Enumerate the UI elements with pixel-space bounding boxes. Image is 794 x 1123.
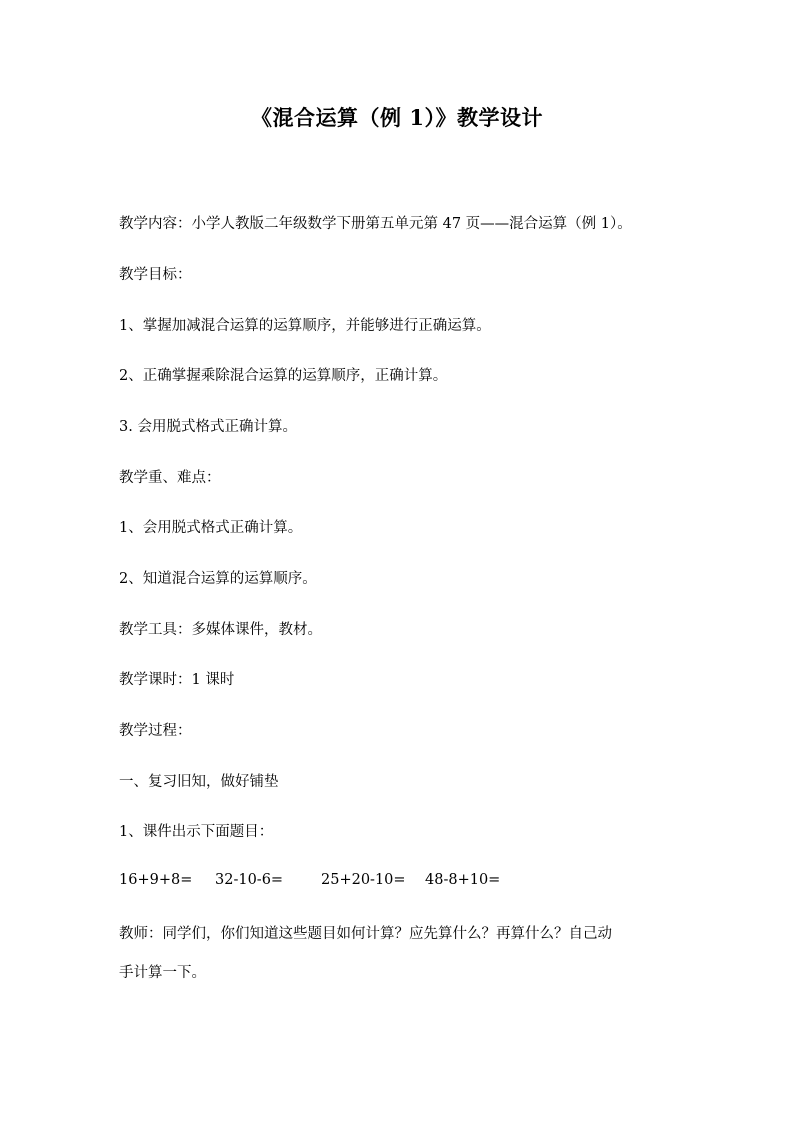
equation-4: 48-8+10= [425, 872, 501, 888]
section-heading-1: 一、复习旧知，做好铺垫 [119, 774, 279, 790]
key-point-2: 2、知道混合运算的运算顺序。 [119, 571, 317, 587]
goal-item-2: 2、正确掌握乘除混合运算的运算顺序，正确计算。 [119, 368, 448, 384]
process-heading: 教学过程： [119, 723, 192, 739]
goal-item-1: 1、掌握加减混合运算的运算顺序，并能够进行正确运算。 [119, 318, 491, 334]
equation-2: 32-10-6= [215, 872, 284, 888]
equation-3: 25+20-10= [321, 872, 406, 888]
page-title: 《混合运算（例 1）》教学设计 [251, 105, 543, 130]
teacher-prompt-line-2: 手计算一下。 [119, 965, 206, 981]
teaching-hours: 教学课时：1 课时 [119, 672, 235, 688]
step-1: 1、课件出示下面题目： [119, 824, 274, 840]
goal-heading: 教学目标： [119, 267, 192, 283]
equation-1: 16+9+8= [119, 872, 193, 888]
key-points-heading: 教学重、难点： [119, 470, 221, 486]
goal-item-3: 3. 会用脱式格式正确计算。 [119, 419, 297, 435]
equation-row [119, 872, 505, 888]
teaching-tools: 教学工具：多媒体课件，教材。 [119, 622, 322, 638]
key-point-1: 1、会用脱式格式正确计算。 [119, 520, 303, 536]
teacher-prompt-line-1: 教师：同学们，你们知道这些题目如何计算？应先算什么？再算什么？自己动 [119, 926, 612, 942]
teaching-content: 教学内容：小学人教版二年级数学下册第五单元第 47 页——混合运算（例 1）。 [119, 216, 632, 232]
